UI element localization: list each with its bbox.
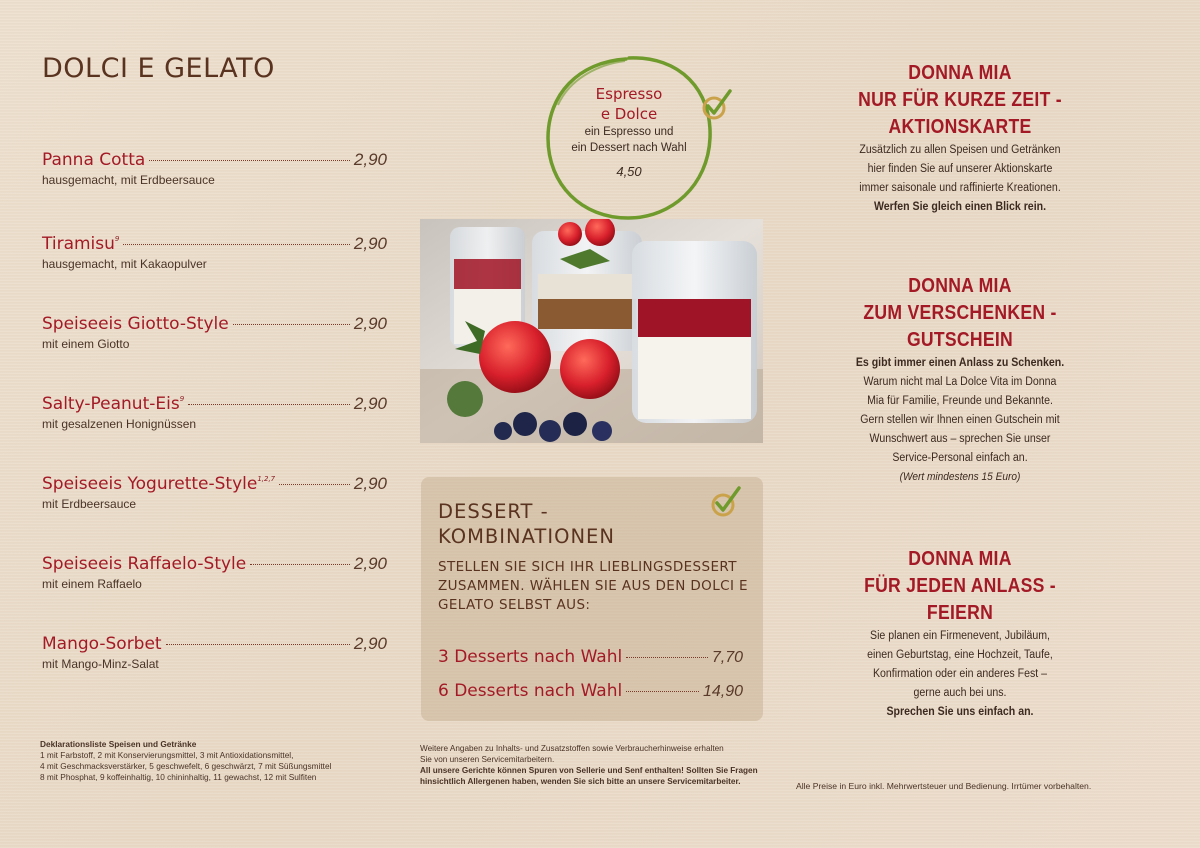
promo-heading: AKTIONSKARTE [888, 116, 1032, 138]
menu-item-mango-sorbet [42, 634, 387, 671]
item-price: 2,90 [353, 634, 387, 653]
promo-heading: FÜR JEDEN ANLASS - [864, 575, 1056, 597]
allergen-note [420, 743, 765, 787]
badge-title-line1: Espresso [595, 85, 663, 103]
menu-item-raffaelo [42, 554, 387, 591]
combo-item-name: 6 Desserts nach Wahl [438, 681, 623, 701]
combo-title [438, 499, 728, 549]
allergen-note-line: Sie von unseren Servicemitarbeitern. [420, 755, 555, 764]
dessert-photo-illustration [420, 219, 763, 443]
prices-note: Alle Preise in Euro inkl. Mehrwertsteuer und Bedienung. Irrtümer vorbehalten. [796, 781, 1092, 791]
declaration-heading: Deklarationsliste Speisen und Getränke [40, 739, 197, 749]
item-price: 2,90 [353, 474, 387, 493]
combo-item-price: 7,70 [711, 649, 743, 666]
allergen-note-line: Weitere Angaben zu Inhalts- und Zusatzstoffen sowie Verbraucherhinweise erhalten [420, 744, 724, 753]
dot-leader [188, 404, 350, 405]
dot-leader [149, 160, 350, 161]
combo-item-3 [438, 647, 743, 667]
dot-leader [626, 657, 708, 658]
menu-item-yogurette [42, 474, 387, 511]
dot-leader [626, 691, 699, 692]
item-price: 2,90 [353, 314, 387, 333]
allergen-note-bold: hinsichtlich Allergenen haben, wenden Sie sich bitte an unsere Servicemitarbeiter. [420, 777, 741, 786]
check-badge-icon [700, 88, 734, 122]
dot-leader [166, 644, 350, 645]
badge-title-line2: e Dolce [600, 105, 658, 123]
promo-body: Zusätzlich zu allen Speisen und Getränken hier finden Sie auf unserer Aktionskarte immer saisonale und raffinierte Kreationen. Werfen Sie gleich einen Blick rein. [859, 144, 1061, 213]
item-name: Speiseeis Giotto-Style [42, 314, 229, 334]
dot-leader [233, 324, 350, 325]
promo-heading: ZUM VERSCHENKEN - [863, 302, 1057, 324]
combo-subtitle: STELLEN SIE SICH IHR LIEBLINGSDESSERT ZUSAMMEN. WÄHLEN SIE AUS DEN DOLCI E GELATO SELBST AUS: [438, 559, 748, 613]
badge-desc-line1: ein Espresso und [584, 126, 674, 138]
promo-heading: DONNA MIA [908, 62, 1012, 84]
promo-heading: DONNA MIA [908, 275, 1012, 297]
item-description: mit gesalzenen Honignüssen [42, 417, 197, 431]
item-price: 2,90 [353, 150, 387, 169]
promo-body: Sie planen ein Firmenevent, Jubiläum, einen Geburtstag, eine Hochzeit, Taufe, Konfirmation oder ein anderes Fest – gerne auch bei uns. Sprechen Sie uns einfach an. [867, 630, 1053, 718]
promo-heading: DONNA MIA [908, 548, 1012, 570]
declaration-line: 1 mit Farbstoff, 2 mit Konservierungsmittel, 3 mit Antioxidationsmittel, [40, 750, 294, 760]
promo-gutschein [830, 273, 1090, 487]
promo-body: Es gibt immer einen Anlass zu Schenken. Warum nicht mal La Dolce Vita im Donna Mia für Familie, Freunde und Bekannte. Gern stellen wir Ihnen einen Gutschein mit Wunschwert aus – sprechen Sie unser Service-Personal einfach an. (Wert mindestens 15 Euro) [855, 357, 1065, 483]
promo-feiern [830, 546, 1090, 722]
item-description: mit Mango-Minz-Salat [42, 657, 159, 671]
item-description: hausgemacht, mit Erdbeersauce [42, 173, 215, 187]
item-price: 2,90 [353, 234, 387, 253]
declaration-line: 8 mit Phosphat, 9 koffeinhaltig, 10 chininhaltig, 11 gewachst, 12 mit Sulfiten [40, 772, 317, 782]
badge-desc-line2: ein Dessert nach Wahl [571, 142, 687, 154]
item-description: mit einem Giotto [42, 337, 130, 351]
promo-heading: FEIERN [926, 602, 994, 624]
espresso-dolce-badge [540, 50, 718, 225]
item-name: Salty-Peanut-Eis$^9$ [42, 394, 185, 414]
item-description: hausgemacht, mit Kakaopulver [42, 257, 207, 271]
dot-leader [250, 564, 350, 565]
allergen-note-bold: All unsere Gerichte können Spuren von Sellerie und Senf enthalten! Sollten Sie Fragen [420, 766, 758, 775]
combo-item-name: 3 Desserts nach Wahl [438, 647, 623, 667]
badge-price: 4,50 [616, 164, 642, 179]
section-title: DOLCI E GELATO [42, 53, 275, 84]
promo-heading: NUR FÜR KURZE ZEIT - [858, 89, 1062, 111]
item-name: Panna Cotta [42, 150, 146, 170]
declaration-line: 4 mit Geschmacksverstärker, 5 geschwefelt, 6 geschwärzt, 7 mit Süßungsmittel [40, 761, 332, 771]
combo-item-price: 14,90 [702, 683, 743, 700]
combo-item-6 [438, 681, 743, 701]
dot-leader [279, 484, 350, 485]
menu-item-tiramisu [42, 234, 387, 271]
combo-title-line1: DESSERT - [438, 500, 549, 523]
menu-item-salty-peanut [42, 394, 387, 431]
item-description: mit Erdbeersauce [42, 497, 137, 511]
promo-aktionskarte [830, 60, 1090, 217]
item-price: 2,90 [353, 554, 387, 573]
dot-leader [123, 244, 350, 245]
item-name: Speiseeis Raffaelo-Style [42, 554, 247, 574]
promo-heading: GUTSCHEIN [906, 329, 1014, 351]
combo-title-line2: KOMBINATIONEN [438, 525, 615, 548]
menu-item-giotto [42, 314, 387, 351]
menu-item-panna-cotta [42, 150, 387, 187]
dessert-photo [420, 219, 763, 443]
item-name: Mango-Sorbet [42, 634, 162, 654]
item-description: mit einem Raffaelo [42, 577, 142, 591]
item-name: Tiramisu$^9$ [42, 234, 120, 254]
item-name: Speiseeis Yogurette-Style$^{1,2,7}$ [42, 474, 276, 494]
item-price: 2,90 [353, 394, 387, 413]
declaration-list [40, 739, 380, 783]
check-badge-icon [709, 485, 743, 519]
